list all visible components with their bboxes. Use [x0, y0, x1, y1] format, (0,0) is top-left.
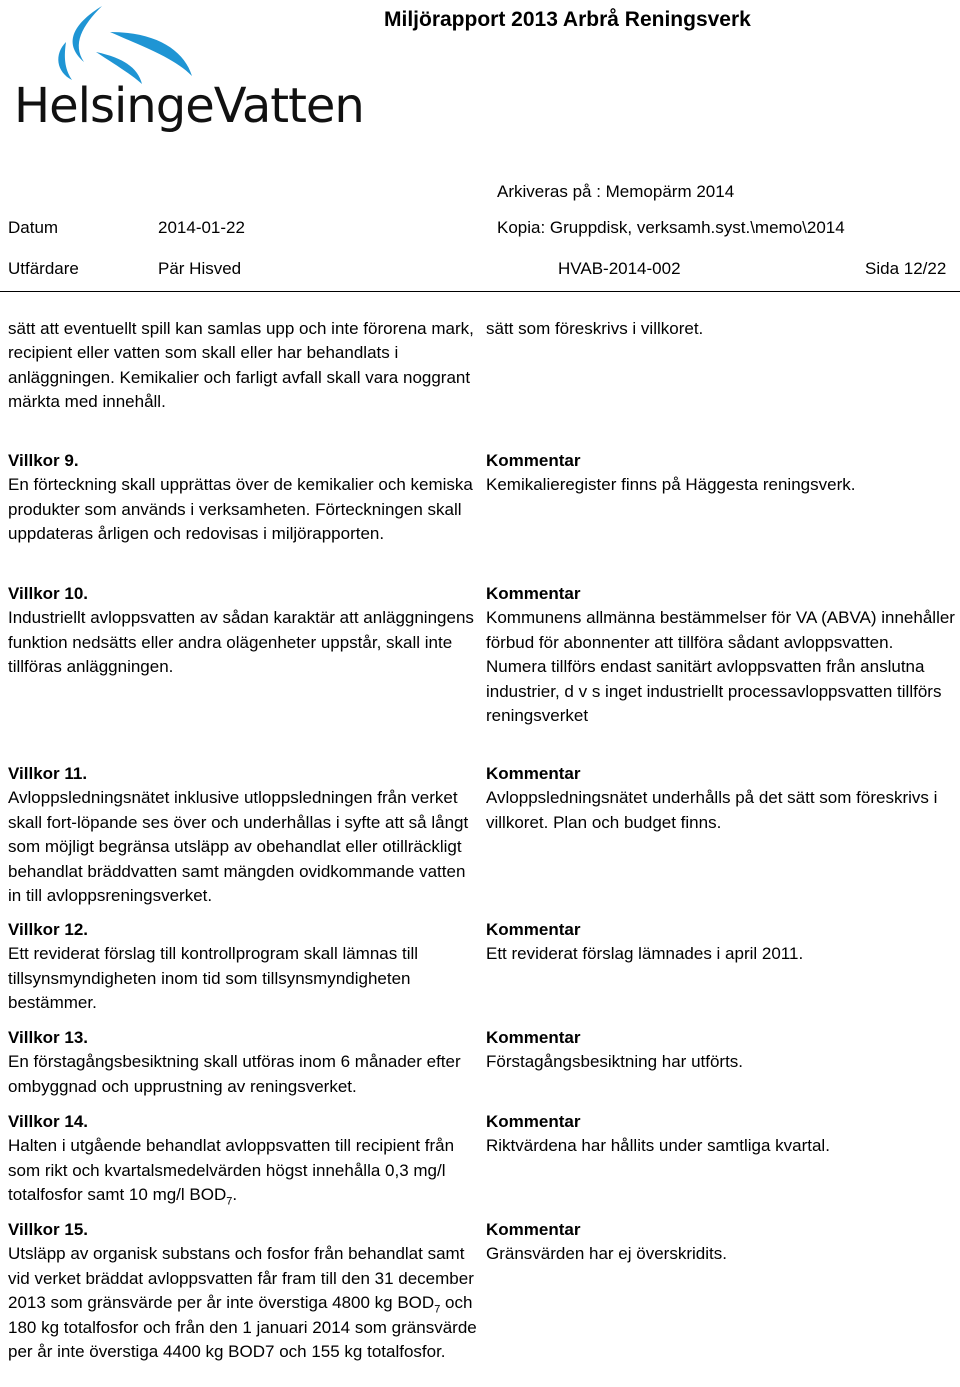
intro-left-text: sätt att eventuellt spill kan samlas upp och inte förorena mark, recipient eller vatten som skall eller har behandlats i anläggningen. Kemikalier och farligt avfall skall vara noggrant märkta med innehåll. — [8, 319, 474, 412]
issuer-label: Utfärdare — [8, 259, 79, 278]
condition-text-main: Halten i utgående behandlat avloppsvatten till recipient från som rikt och kvartalsmedelvärden högst innehålla 0,3 mg/l totalfosfor samt 10 mg/l BOD — [8, 1136, 455, 1205]
condition-15 — [8, 1218, 478, 1364]
subscript: 7 — [226, 1195, 233, 1208]
archive-info: Arkiveras på : Memopärm 2014 — [497, 182, 735, 201]
copy-info: Kopia: Gruppdisk, verksamh.syst.\memo\2014 — [497, 218, 845, 237]
comment-text: Ett reviderat förslag lämnades i april 2011. — [486, 944, 804, 964]
condition-heading: Villkor 11. — [8, 764, 88, 783]
document-id: HVAB-2014-002 — [558, 259, 681, 278]
comment-label: Kommentar — [486, 920, 581, 939]
condition-13 — [8, 1026, 478, 1099]
date-label: Datum — [8, 218, 59, 237]
intro-left — [8, 317, 478, 415]
comment-label: Kommentar — [486, 1028, 581, 1047]
condition-heading: Villkor 9. — [8, 451, 79, 470]
page-number: Sida 12/22 — [865, 259, 947, 278]
comment-label: Kommentar — [486, 1220, 581, 1239]
condition-text: En förteckning skall upprättas över de kemikalier och kemiska produkter som används i verksamheten. Förteckningen skall uppdateras årligen och redovisas i miljörapporten. — [8, 475, 473, 544]
comment-9 — [486, 449, 956, 498]
condition-heading: Villkor 13. — [8, 1028, 89, 1047]
condition-heading: Villkor 15. — [8, 1220, 89, 1239]
condition-text: Avloppsledningsnätet inklusive utloppsledningen från verket skall fort-löpande ses över och underhållas i syfte att så långt som möjligt begränsa utsläpp av obehandlat eller otillräckligt behandlat bräddvatten samt mängden ovidkommande vatten in till avloppsreningsverket. — [8, 788, 469, 906]
comment-15 — [486, 1218, 956, 1267]
condition-text — [8, 1242, 478, 1364]
comment-text: Kemikalieregister finns på Häggesta reningsverk. — [486, 475, 856, 495]
comment-label: Kommentar — [486, 584, 581, 603]
comment-13 — [486, 1026, 956, 1075]
condition-heading: Villkor 14. — [8, 1112, 89, 1131]
comment-text: Förstagångsbesiktning har utförts. — [486, 1052, 744, 1072]
condition-10 — [8, 582, 478, 680]
comment-label: Kommentar — [486, 451, 581, 470]
intro-right — [486, 317, 956, 341]
comment-10 — [486, 582, 956, 728]
document-title: Miljörapport 2013 Arbrå Reningsverk — [384, 8, 751, 31]
condition-14 — [8, 1110, 478, 1208]
subscript: 7 — [434, 1303, 441, 1316]
helsingevatten-logo — [6, 2, 364, 142]
condition-text-end: och 180 kg totalfosfor och från den 1 januari 2014 som gränsvärde per år inte överstiga 4400 kg BOD7 och 155 kg totalfosfor. — [8, 1293, 477, 1362]
comment-label: Kommentar — [486, 1112, 581, 1131]
comment-text: Avloppsledningsnätet underhålls på det sätt som föreskrivs i villkoret. Plan och budget finns. — [486, 788, 938, 832]
comment-text: Gränsvärden har ej överskridits. — [486, 1244, 727, 1264]
condition-11 — [8, 762, 478, 908]
logo-text: HelsingeVatten — [14, 78, 364, 134]
condition-text-main: Utsläpp av organisk substans och fosfor från behandlat samt vid verket bräddat avloppsvatten får fram till den 31 december 2013 som gränsvärde per år inte överstiga 4800 kg BOD — [8, 1244, 474, 1313]
condition-heading: Villkor 12. — [8, 920, 89, 939]
comment-11 — [486, 762, 956, 835]
comment-label: Kommentar — [486, 764, 581, 783]
comment-14 — [486, 1110, 956, 1159]
condition-heading: Villkor 10. — [8, 584, 89, 603]
comment-12 — [486, 918, 956, 967]
condition-text: Ett reviderat förslag till kontrollprogram skall lämnas till tillsynsmyndigheten inom tid som tillsynsmyndigheten bestämmer. — [8, 944, 419, 1013]
intro-right-text: sätt som föreskrivs i villkoret. — [486, 319, 704, 338]
date-value: 2014-01-22 — [158, 218, 245, 237]
comment-text: Kommunens allmänna bestämmelser för VA (ABVA) innehåller förbud för abonnenter att tillföra sådant avloppsvatten. Numera tillförs endast sanitärt avloppsvatten från anslutna industrier, d v s inget industriellt processavloppsvatten tillförs reningsverket — [486, 608, 955, 726]
condition-9 — [8, 449, 478, 547]
condition-text: En förstagångsbesiktning skall utföras inom 6 månader efter ombyggnad och upprustning av reningsverket. — [8, 1052, 461, 1096]
header-divider — [0, 291, 960, 292]
condition-text — [8, 1134, 478, 1207]
issuer-value: Pär Hisved — [158, 259, 242, 278]
comment-text: Riktvärdena har hållits under samtliga kvartal. — [486, 1136, 830, 1156]
condition-text-end: . — [232, 1185, 238, 1205]
condition-12 — [8, 918, 478, 1016]
condition-text: Industriellt avloppsvatten av sådan karaktär att anläggningens funktion nedsätts eller andra olägenheter uppstår, skall inte tillföras anläggningen. — [8, 608, 474, 677]
